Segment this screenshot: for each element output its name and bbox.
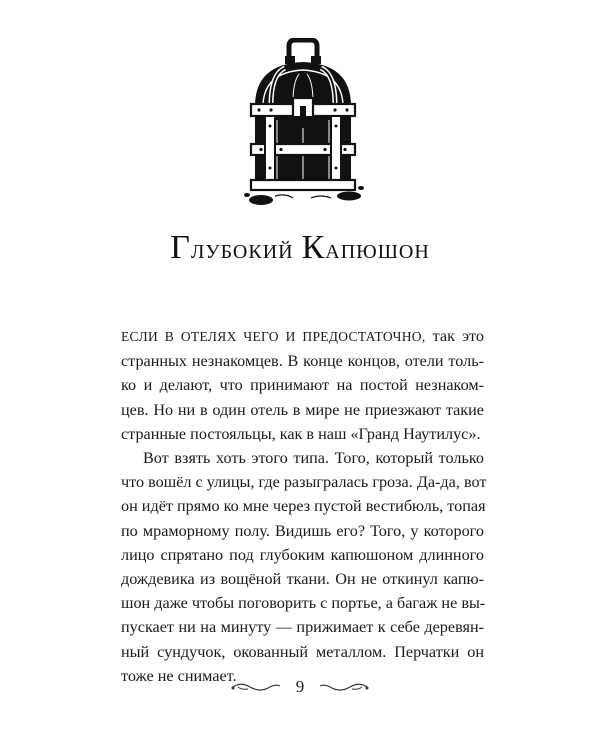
- text-line: [121, 324, 484, 349]
- lead-in-smallcaps: ЕСЛИ В ОТЕЛЯХ ЧЕГО И ПРЕДОСТАТОЧНО,: [121, 329, 426, 344]
- chapter-title-word-one: лубокий: [190, 234, 302, 265]
- chapter-title-word-two: апюшон: [325, 234, 430, 265]
- flourish-right-icon: [318, 679, 370, 695]
- text-line: ный сундучок, окованный металлом. Перчатки он: [121, 642, 484, 661]
- text-line: странных незнакомцев. В конце концов, отели толь-: [121, 352, 484, 371]
- text-line: странные постояльцы, как в наш «Гранд Наутилус».: [121, 424, 481, 443]
- text-line: Вот взять хоть этого типа. Того, который только: [143, 449, 484, 468]
- text-line: что вошёл с улицы, где разыгралась гроза. Да-да, вот: [121, 473, 487, 492]
- page-number: 9: [295, 677, 305, 696]
- chapter-title: [0, 228, 600, 270]
- text-line: цев. Но ни в один отель в мире не приезжают такие: [121, 400, 484, 419]
- text-line: лицо спрятано под глубоким капюшоном длинного: [121, 545, 484, 564]
- flourish-left-icon: [230, 679, 282, 695]
- text-line: пускает ни на минуту — прижимает к себе деревян-: [121, 618, 484, 637]
- text-line: по мраморному полу. Видишь его? Того, у которого: [121, 521, 484, 540]
- page-footer: [0, 673, 600, 701]
- text-line-fragment: так это: [425, 327, 484, 345]
- text-line: он идёт прямо ко мне через пустой вестибюль, топая: [121, 497, 486, 516]
- chapter-title-second-initial: К: [301, 229, 326, 266]
- text-line: тоже не снимает.: [121, 666, 237, 685]
- treasure-chest-icon: [241, 38, 365, 208]
- text-line: шон даже чтобы поговорить с портье, а багаж не вы-: [121, 594, 486, 613]
- chapter-title-initial: Г: [170, 229, 191, 266]
- body-text: [121, 324, 487, 688]
- text-line: ко и делают, что принимают на постой незнаком-: [121, 376, 484, 395]
- text-line: дождевика из вощёной ткани. Он не откинул капю-: [121, 570, 484, 589]
